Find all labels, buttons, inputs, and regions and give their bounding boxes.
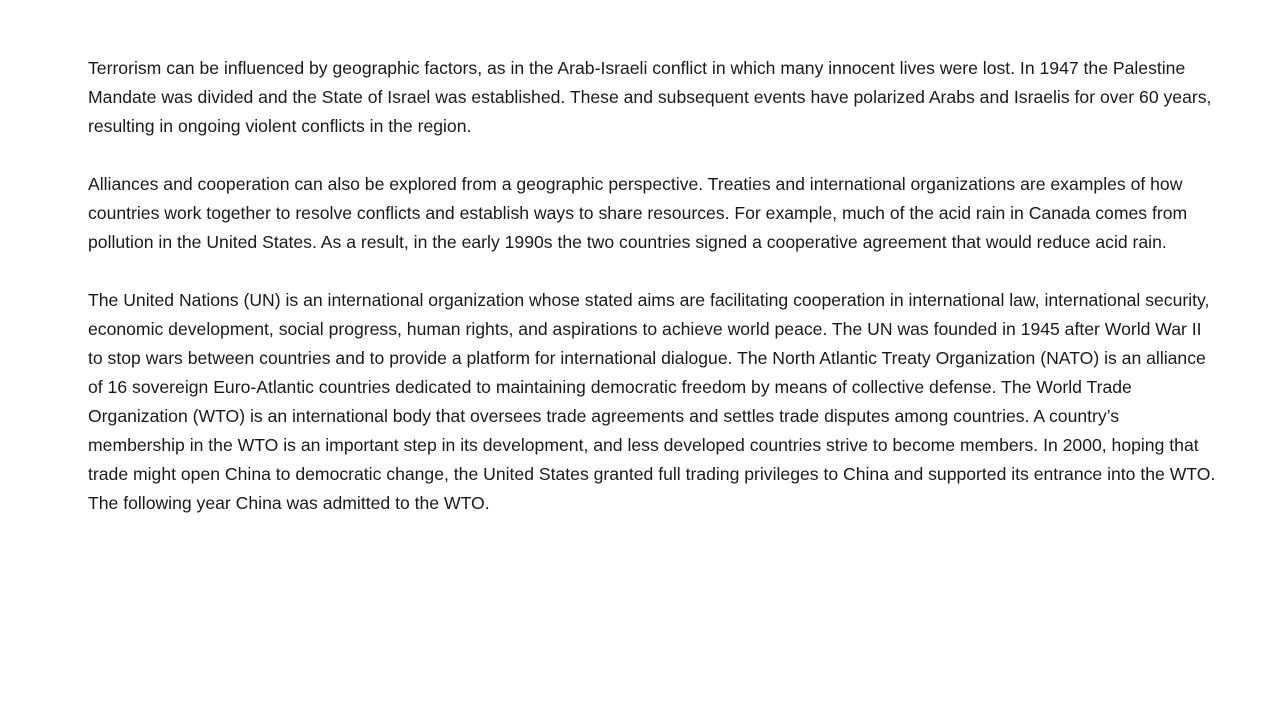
paragraph-terrorism: Terrorism can be influenced by geographic factors, as in the Arab-Israeli conflict in which many innocent lives were lost. In 1947 the Palestine Mandate was divided and the State of Israel was established. These and subsequent events have polarized Arabs and Israelis for over 60 years, resulting in ongoing violent conflicts in the region.: [88, 58, 1212, 136]
paragraph-international-organizations: The United Nations (UN) is an international organization whose stated aims are facilitating cooperation in international law, international security, economic development, social progress, human rights, and aspirations to achieve world peace. The UN was founded in 1945 after World War II to stop wars between countries and to provide a platform for international dialogue. The North Atlantic Treaty Organization (NATO) is an alliance of 16 sovereign Euro-Atlantic countries dedicated to maintaining democratic freedom by means of collective defense. The World Trade Organization (WTO) is an international body that oversees trade agreements and settles trade disputes among countries. A country’s membership in the WTO is an important step in its development, and less developed countries strive to become members. In 2000, hoping that trade might open China to democratic change, the United States granted full trading privileges to China and supported its entrance into the WTO. The following year China was admitted to the WTO.: [88, 290, 1216, 513]
paragraph-alliances: Alliances and cooperation can also be explored from a geographic perspective. Treaties and international organizations are examples of how countries work together to resolve conflicts and establish ways to share resources. For example, much of the acid rain in Canada comes from pollution in the United States. As a result, in the early 1990s the two countries signed a cooperative agreement that would reduce acid rain.: [88, 174, 1188, 252]
slide-text-body: [88, 54, 1218, 547]
